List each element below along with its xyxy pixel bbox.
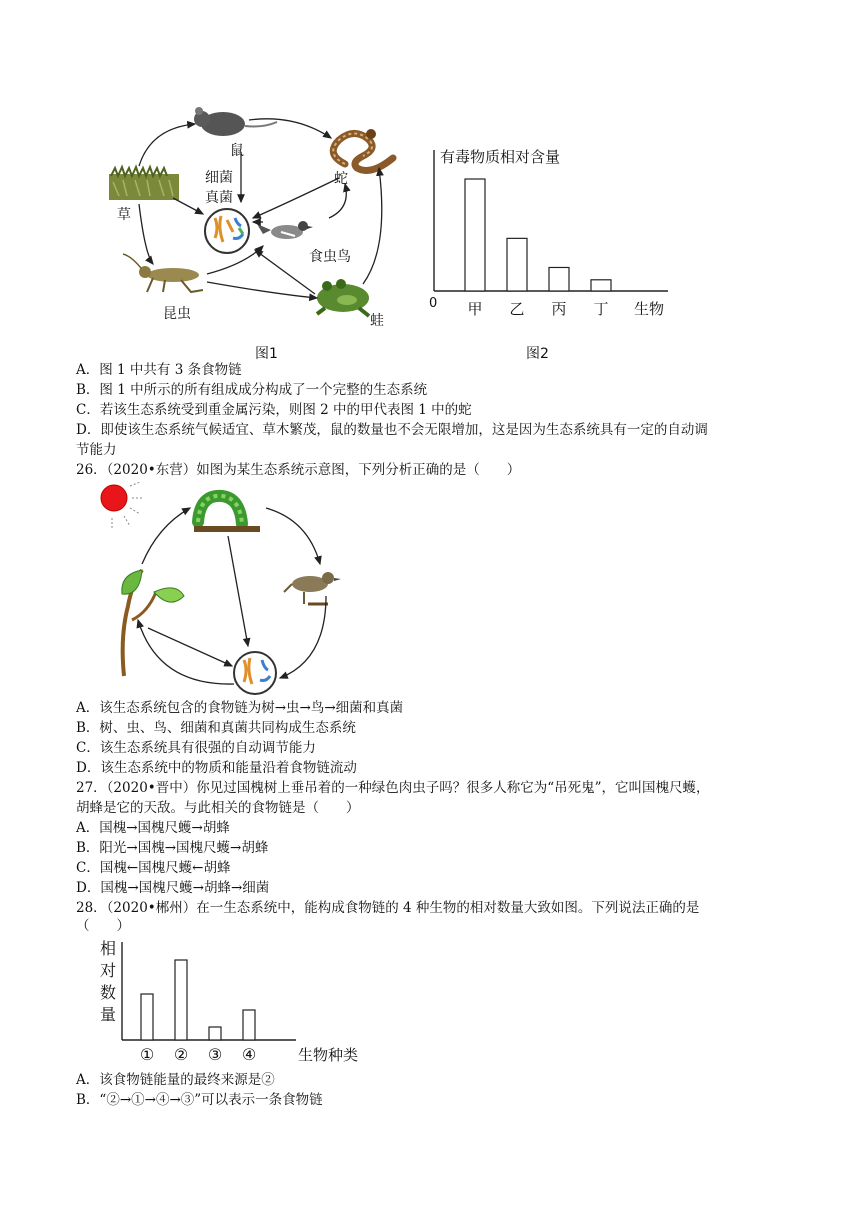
q27-option-b[interactable]: B．阳光→国槐→国槐尺蠖→胡蜂 xyxy=(76,840,269,856)
chart2-bar-2 xyxy=(507,238,527,291)
snake-icon xyxy=(333,129,393,170)
q27-stem-line2: 胡蜂是它的天敌。与此相关的食物链是（ ） xyxy=(76,800,360,816)
q25-option-b[interactable]: B．图 1 中所示的所有组成成分构成了一个完整的生态系统 xyxy=(76,382,428,398)
chart3-bar-4 xyxy=(243,1010,255,1040)
decomposer-icon xyxy=(234,652,276,694)
q25-option-a[interactable]: A．图 1 中共有 3 条食物链 xyxy=(76,362,242,378)
insect-label: 昆虫 xyxy=(163,306,191,322)
chart2-origin: 0 xyxy=(429,296,438,311)
q26-option-c[interactable]: C．该生态系统具有很强的自动调节能力 xyxy=(76,740,316,756)
chart2-tick-label-1: 甲 xyxy=(467,300,483,318)
chart2-tick-label-2: 乙 xyxy=(509,300,525,318)
chart2-bar-3 xyxy=(549,267,569,291)
chart3-tick-label-4: ④ xyxy=(241,1045,257,1064)
chart3-tick-label-1: ① xyxy=(139,1045,155,1064)
bird-label: 食虫鸟 xyxy=(309,249,351,265)
q28-option-a[interactable]: A．该食物链能量的最终来源是② xyxy=(76,1072,275,1088)
chart3-tick-label-2: ② xyxy=(173,1045,189,1064)
insectivorous-bird-icon xyxy=(257,221,313,239)
q25-option-d-cont: 节能力 xyxy=(76,442,117,458)
q26-option-b[interactable]: B．树、虫、鸟、细菌和真菌共同构成生态系统 xyxy=(76,720,356,736)
chart3-ylabel: 相对数量 xyxy=(100,939,117,1024)
q28-stem-line1: 28．（2020•郴州）在一生态系统中，能构成食物链的 4 种生物的相对数量大致如图。下列说法正确的是 xyxy=(76,900,700,916)
figure-1-caption: 图1 xyxy=(255,346,278,362)
snake-label: 蛇 xyxy=(334,171,348,187)
q26-stem: 26．（2020•东营）如图为某生态系统示意图，下列分析正确的是（ ） xyxy=(76,462,521,478)
insect-icon xyxy=(123,254,203,292)
chart2-tick-label-3: 丙 xyxy=(551,300,567,318)
q26-option-a[interactable]: A．该生态系统包含的食物链为树→虫→鸟→细菌和真菌 xyxy=(76,700,404,716)
figure-2 xyxy=(420,140,680,326)
chart3-bar-2 xyxy=(175,960,187,1040)
q25-option-c[interactable]: C．若该生态系统受到重金属污染，则图 2 中的甲代表图 1 中的蛇 xyxy=(76,402,472,418)
chart3-bar-3 xyxy=(209,1027,221,1040)
q26-option-d[interactable]: D．该生态系统中的物质和能量沿着食物链流动 xyxy=(76,760,357,776)
caterpillar-icon xyxy=(194,496,260,532)
mouse-label: 鼠 xyxy=(230,143,244,159)
bird-icon xyxy=(284,572,341,604)
frog-label: 蛙 xyxy=(370,313,384,329)
mouse-icon xyxy=(194,107,277,136)
q25-option-d[interactable]: D．即使该生态系统气候适宜、草木繁茂，鼠的数量也不会无限增加，这是因为生态系统具有一定的自动调 xyxy=(76,422,708,438)
bacteria-fungi-icon xyxy=(205,209,249,253)
chart3-bar-1 xyxy=(141,994,153,1040)
q28-stem-line2: （ ） xyxy=(76,918,130,934)
frog-icon xyxy=(317,279,369,316)
chart2-bar-4 xyxy=(591,280,611,291)
ecosystem-diagram xyxy=(98,480,358,702)
tree-icon xyxy=(122,570,184,676)
figure-1 xyxy=(95,98,425,360)
chart2-xlabel: 生物 xyxy=(634,300,665,318)
grass-label: 草 xyxy=(117,207,131,223)
q28-option-b[interactable]: B．“②→①→④→③”可以表示一条食物链 xyxy=(76,1092,323,1108)
chart2-tick-label-4: 丁 xyxy=(593,300,609,318)
q28-figure xyxy=(96,936,386,1070)
chart3-xlabel: 生物种类 xyxy=(298,1046,359,1064)
chart3-tick-label-3: ③ xyxy=(207,1045,223,1064)
grass-icon xyxy=(109,167,179,200)
q27-stem-line1: 27．（2020•晋中）你见过国槐树上垂吊着的一种绿色肉虫子吗？很多人称它为“吊死鬼”，它叫国槐尺蠖， xyxy=(76,780,710,796)
q26-figure xyxy=(98,480,358,702)
q27-option-c[interactable]: C．国槐←国槐尺蠖←胡蜂 xyxy=(76,860,231,876)
figure-2-caption: 图2 xyxy=(526,346,549,362)
sun-icon xyxy=(101,482,144,528)
q27-option-d[interactable]: D．国槐→国槐尺蠖→胡蜂→细菌 xyxy=(76,880,270,896)
chart2-bar-1 xyxy=(465,179,485,291)
decomposer-label: 细菌 真菌 xyxy=(205,170,233,206)
q27-option-a[interactable]: A．国槐→国槐尺蠖→胡蜂 xyxy=(76,820,230,836)
chart2-ylabel: 有毒物质相对含量 xyxy=(440,148,561,166)
